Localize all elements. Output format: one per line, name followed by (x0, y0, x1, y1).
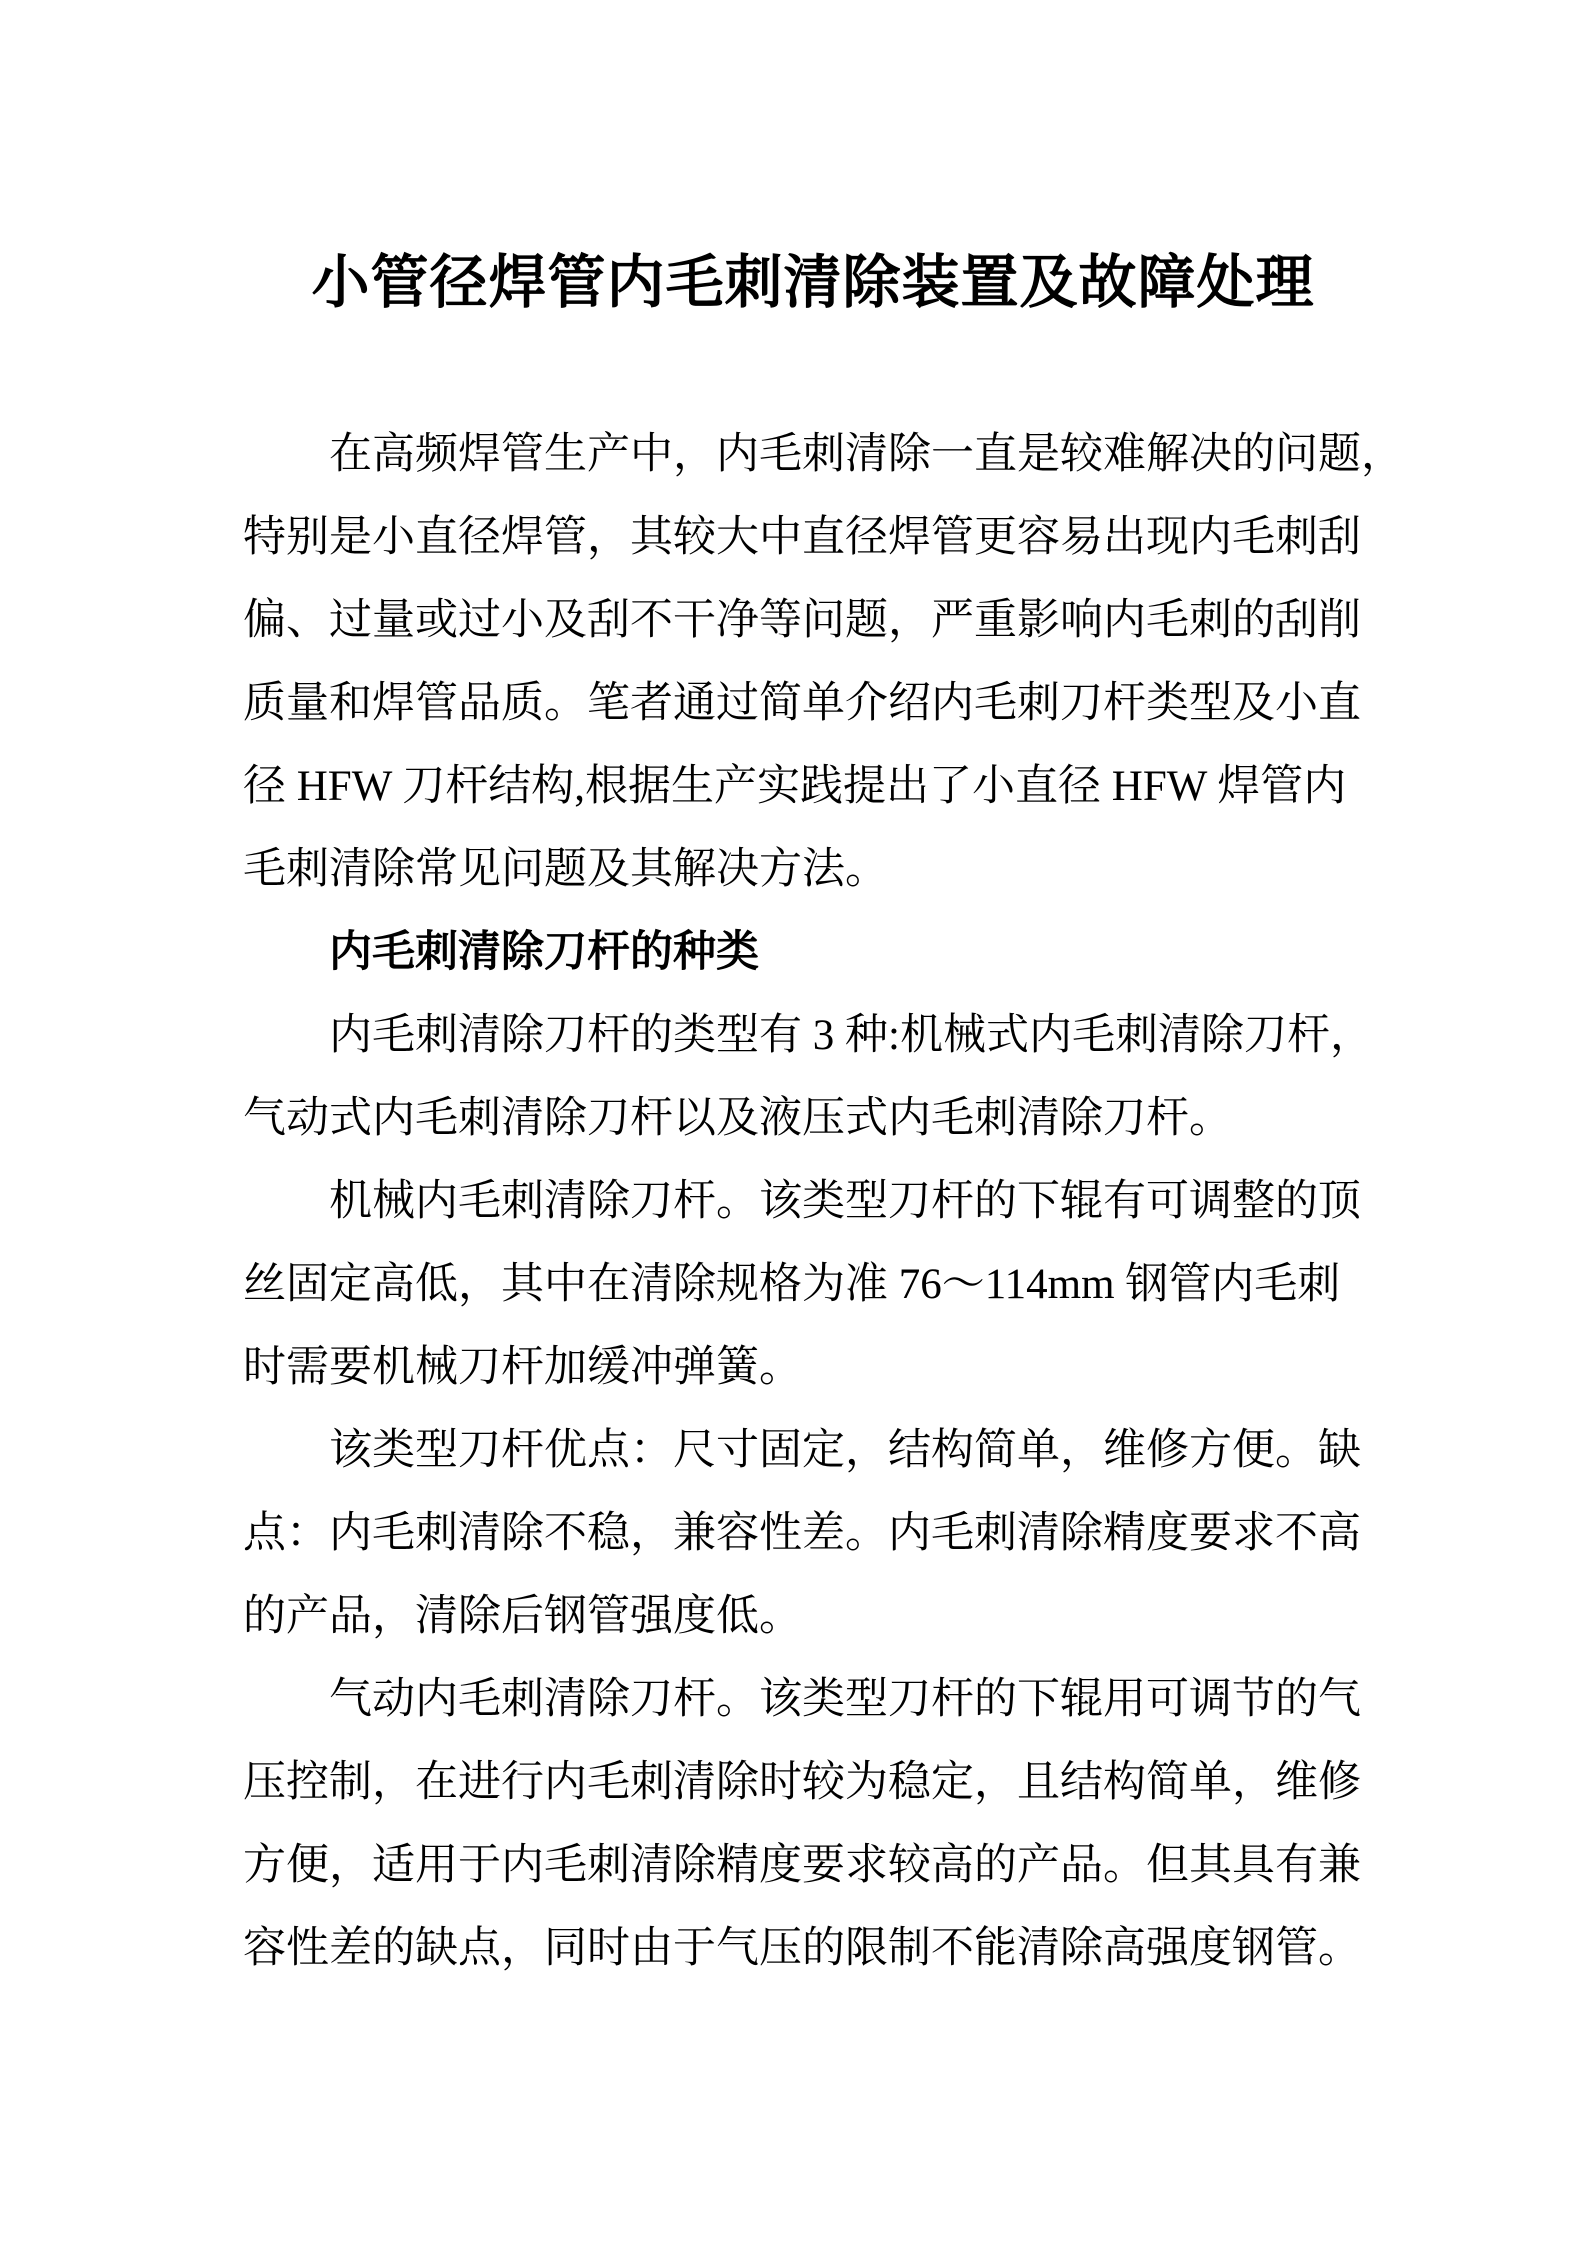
body-line: 方便，适用于内毛刺清除精度要求较高的产品。但其具有兼 (243, 1842, 1361, 1889)
body-line: 径 HFW 刀杆结构,根据生产实践提出了小直径 HFW 焊管内 (243, 763, 1347, 810)
body-line: 在高频焊管生产中，内毛刺清除一直是较难解决的问题， (329, 431, 1404, 478)
body-line: 质量和焊管品质。笔者通过简单介绍内毛刺刀杆类型及小直 (243, 680, 1361, 727)
body-line: 特别是小直径焊管，其较大中直径焊管更容易出现内毛刺刮 (243, 514, 1361, 561)
document-title: 小管径焊管内毛刺清除装置及故障处理 (311, 250, 1315, 315)
body-line: 压控制，在进行内毛刺清除时较为稳定，且结构简单，维修 (243, 1759, 1361, 1806)
body-line: 时需要机械刀杆加缓冲弹簧。 (243, 1344, 802, 1391)
body-line: 丝固定高低，其中在清除规格为准 76～114mm 钢管内毛刺 (243, 1261, 1341, 1308)
body-line: 该类型刀杆优点：尺寸固定，结构简单，维修方便。缺 (329, 1427, 1361, 1474)
body-line: 点：内毛刺清除不稳，兼容性差。内毛刺清除精度要求不高 (243, 1510, 1361, 1557)
body-line: 气动内毛刺清除刀杆。该类型刀杆的下辊用可调节的气 (329, 1676, 1361, 1723)
body-line: 毛刺清除常见问题及其解决方法。 (243, 846, 888, 893)
body-line: 机械内毛刺清除刀杆。该类型刀杆的下辊有可调整的顶 (329, 1178, 1361, 1225)
document-body (243, 413, 1404, 1990)
body-line: 容性差的缺点，同时由于气压的限制不能清除高强度钢管。 (243, 1925, 1361, 1972)
body-line: 偏、过量或过小及刮不干净等问题，严重影响内毛刺的刮削 (243, 597, 1361, 644)
section-heading: 内毛刺清除刀杆的种类 (329, 929, 759, 976)
body-line: 气动式内毛刺清除刀杆以及液压式内毛刺清除刀杆。 (243, 1095, 1232, 1142)
body-line: 内毛刺清除刀杆的类型有 3 种:机械式内毛刺清除刀杆， (329, 1012, 1373, 1059)
body-line: 的产品，清除后钢管强度低。 (243, 1593, 802, 1640)
